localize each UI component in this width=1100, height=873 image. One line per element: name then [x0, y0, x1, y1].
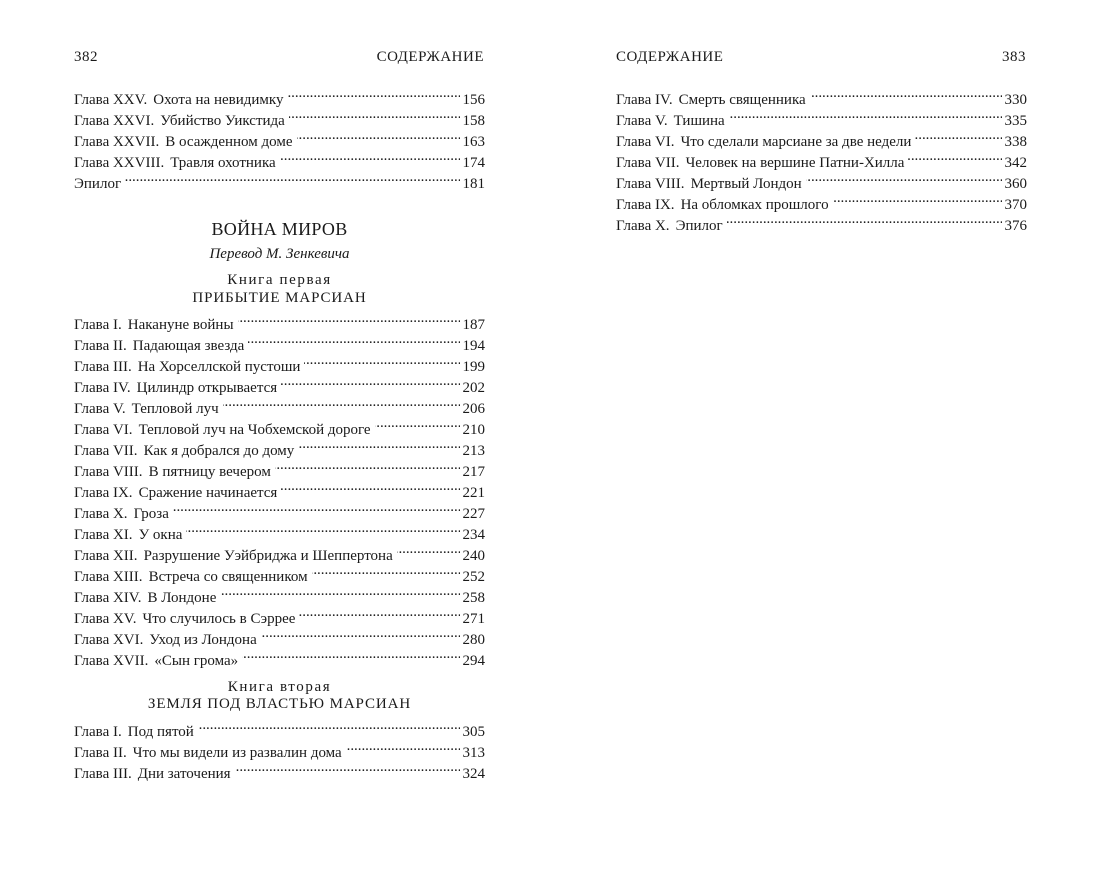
- chapter-page: 194: [462, 338, 485, 354]
- chapter-label: Глава II.: [74, 338, 127, 354]
- leader-dots: [304, 350, 459, 371]
- chapter-label: Глава VIII.: [74, 464, 143, 480]
- translator-credit: Перевод М. Зенкевича: [209, 246, 350, 262]
- chapter-title: Встреча со священником: [148, 569, 308, 585]
- chapter-label: Глава IV.: [74, 380, 131, 396]
- leader-dots: [299, 602, 459, 623]
- chapter-title: Тепловой луч: [131, 401, 219, 417]
- book-two-label: Книга вторая: [227, 679, 332, 695]
- chapter-page: 305: [462, 724, 485, 740]
- chapter-page: 271: [462, 611, 485, 627]
- chapter-title: У окна: [138, 527, 183, 543]
- chapter-page: 294: [462, 653, 485, 669]
- toc-list-book-one: [74, 308, 485, 669]
- chapter-label: Глава XIII.: [74, 569, 143, 585]
- chapter-title: Сражение начинается: [138, 485, 278, 501]
- chapter-page: 213: [462, 443, 485, 459]
- toc-entry: [616, 83, 1027, 108]
- chapter-label: Глава IX.: [74, 485, 133, 501]
- leader-dots: [220, 581, 459, 602]
- chapter-page: 217: [462, 464, 485, 480]
- chapter-page: 335: [1004, 113, 1027, 129]
- toc-entry: [74, 167, 485, 192]
- leader-dots: [261, 623, 460, 644]
- chapter-title: «Сын грома»: [154, 653, 239, 669]
- chapter-title: Тепловой луч на Чобхемской дороге: [138, 422, 371, 438]
- chapter-page: 210: [462, 422, 485, 438]
- chapter-label: Глава X.: [74, 506, 128, 522]
- leader-dots: [727, 209, 1002, 230]
- chapter-title: Что сделали марсиане за две недели: [680, 134, 912, 150]
- leader-dots: [281, 371, 459, 392]
- running-head: СОДЕРЖАНИЕ: [376, 49, 484, 65]
- chapter-title: Как я добрался до дому: [143, 443, 295, 459]
- leader-dots: [298, 434, 459, 455]
- running-head: СОДЕРЖАНИЕ: [616, 49, 724, 65]
- chapter-title: Гроза: [133, 506, 169, 522]
- chapter-page: 181: [462, 176, 485, 192]
- toc-list-book-two: [74, 715, 485, 782]
- chapter-title: Убийство Уикстида: [160, 113, 285, 129]
- chapter-title: Травля охотника: [170, 155, 276, 171]
- chapter-page: 342: [1004, 155, 1027, 171]
- chapter-title: Под пятой: [127, 724, 194, 740]
- chapter-page: 206: [462, 401, 485, 417]
- chapter-page: 163: [462, 134, 485, 150]
- chapter-page: 187: [462, 317, 485, 333]
- chapter-title: Что мы видели из развалин дома: [132, 745, 342, 761]
- chapter-label: Глава X.: [616, 218, 670, 234]
- chapter-label: Глава V.: [616, 113, 668, 129]
- leader-dots: [289, 104, 460, 125]
- chapter-label: Глава VII.: [74, 443, 138, 459]
- chapter-title: В пятницу вечером: [148, 464, 271, 480]
- book-one-label: Книга первая: [227, 272, 332, 288]
- chapter-label: Глава XXVI.: [74, 113, 155, 129]
- chapter-page: 376: [1004, 218, 1027, 234]
- toc-list-top: [74, 83, 485, 192]
- chapter-label: Глава III.: [74, 766, 132, 782]
- chapter-page: 252: [462, 569, 485, 585]
- chapter-label: Глава XV.: [74, 611, 137, 627]
- chapter-page: 324: [462, 766, 485, 782]
- chapter-label: Глава V.: [74, 401, 126, 417]
- toc-list-right: [616, 83, 1027, 234]
- leader-dots: [238, 308, 460, 329]
- chapter-label: Глава I.: [74, 724, 122, 740]
- chapter-page: 227: [462, 506, 485, 522]
- chapter-page: 360: [1004, 176, 1027, 192]
- chapter-page: 330: [1004, 92, 1027, 108]
- chapter-label: Глава XVII.: [74, 653, 149, 669]
- chapter-title: Цилиндр открывается: [136, 380, 278, 396]
- chapter-title: Человек на вершине Патни-Хилла: [685, 155, 905, 171]
- chapter-page: 202: [462, 380, 485, 396]
- chapter-label: Глава III.: [74, 359, 132, 375]
- chapter-label: Глава II.: [74, 745, 127, 761]
- chapter-label: Глава IX.: [616, 197, 675, 213]
- chapter-title: Накануне войны: [127, 317, 234, 333]
- leader-dots: [908, 146, 1001, 167]
- chapter-label: Эпилог: [74, 176, 122, 192]
- chapter-label: Глава VI.: [616, 134, 675, 150]
- leader-dots: [235, 757, 460, 778]
- leader-dots: [248, 329, 459, 350]
- chapter-page: 313: [462, 745, 485, 761]
- toc-entry: [74, 308, 485, 333]
- chapter-title: Разрушение Уэйбриджа и Шеппертона: [143, 548, 393, 564]
- chapter-page: 221: [462, 485, 485, 501]
- toc-entry: [74, 715, 485, 740]
- chapter-page: 338: [1004, 134, 1027, 150]
- leader-dots: [281, 476, 459, 497]
- leader-dots: [397, 539, 460, 560]
- chapter-title: Что случилось в Сэррее: [142, 611, 296, 627]
- chapter-title: В Лондоне: [147, 590, 217, 606]
- chapter-label: Глава XII.: [74, 548, 138, 564]
- leader-dots: [198, 715, 460, 736]
- page-number: 382: [74, 49, 98, 65]
- chapter-page: 240: [462, 548, 485, 564]
- chapter-label: Глава I.: [74, 317, 122, 333]
- leader-dots: [729, 104, 1002, 125]
- work-title: ВОЙНА МИРОВ: [211, 219, 348, 239]
- chapter-title: Смерть священника: [678, 92, 806, 108]
- leader-dots: [186, 518, 459, 539]
- leader-dots: [375, 413, 460, 434]
- chapter-title: Эпилог: [675, 218, 723, 234]
- chapter-label: Глава XI.: [74, 527, 133, 543]
- leader-dots: [297, 125, 460, 146]
- leader-dots: [346, 736, 460, 757]
- chapter-title: Тишина: [673, 113, 725, 129]
- leader-dots: [125, 167, 459, 188]
- leader-dots: [280, 146, 460, 167]
- leader-dots: [806, 167, 1002, 188]
- chapter-title: В осажденном доме: [165, 134, 293, 150]
- chapter-title: Дни заточения: [137, 766, 231, 782]
- leader-dots: [275, 455, 460, 476]
- chapter-title: На Хорселлской пустоши: [137, 359, 301, 375]
- chapter-page: 234: [462, 527, 485, 543]
- chapter-title: Уход из Лондона: [149, 632, 257, 648]
- chapter-page: 158: [462, 113, 485, 129]
- chapter-label: Глава XVI.: [74, 632, 144, 648]
- toc-entry: [74, 83, 485, 108]
- leader-dots: [242, 644, 459, 665]
- chapter-title: Мертвый Лондон: [690, 176, 802, 192]
- chapter-label: Глава XXVIII.: [74, 155, 165, 171]
- chapter-label: Глава XXV.: [74, 92, 148, 108]
- chapter-page: 280: [462, 632, 485, 648]
- leader-dots: [810, 83, 1002, 104]
- chapter-page: 370: [1004, 197, 1027, 213]
- leader-dots: [223, 392, 460, 413]
- right-page: [550, 0, 1100, 873]
- leader-dots: [173, 497, 460, 518]
- chapter-label: Глава VIII.: [616, 176, 685, 192]
- chapter-title: На обломках прошлого: [680, 197, 829, 213]
- leader-dots: [915, 125, 1001, 146]
- page-number: 383: [1002, 49, 1026, 65]
- leader-dots: [287, 83, 459, 104]
- chapter-label: Глава VII.: [616, 155, 680, 171]
- chapter-page: 258: [462, 590, 485, 606]
- chapter-label: Глава VI.: [74, 422, 133, 438]
- chapter-label: Глава IV.: [616, 92, 673, 108]
- book-one-title: ПРИБЫТИЕ МАРСИАН: [192, 290, 367, 306]
- chapter-label: Глава XXVII.: [74, 134, 160, 150]
- chapter-title: Падающая звезда: [132, 338, 245, 354]
- chapter-label: Глава XIV.: [74, 590, 142, 606]
- leader-dots: [833, 188, 1002, 209]
- leader-dots: [312, 560, 460, 581]
- chapter-page: 199: [462, 359, 485, 375]
- book-two-title: ЗЕМЛЯ ПОД ВЛАСТЬЮ МАРСИАН: [147, 696, 412, 712]
- chapter-page: 156: [462, 92, 485, 108]
- chapter-title: Охота на невидимку: [153, 92, 284, 108]
- chapter-page: 174: [462, 155, 485, 171]
